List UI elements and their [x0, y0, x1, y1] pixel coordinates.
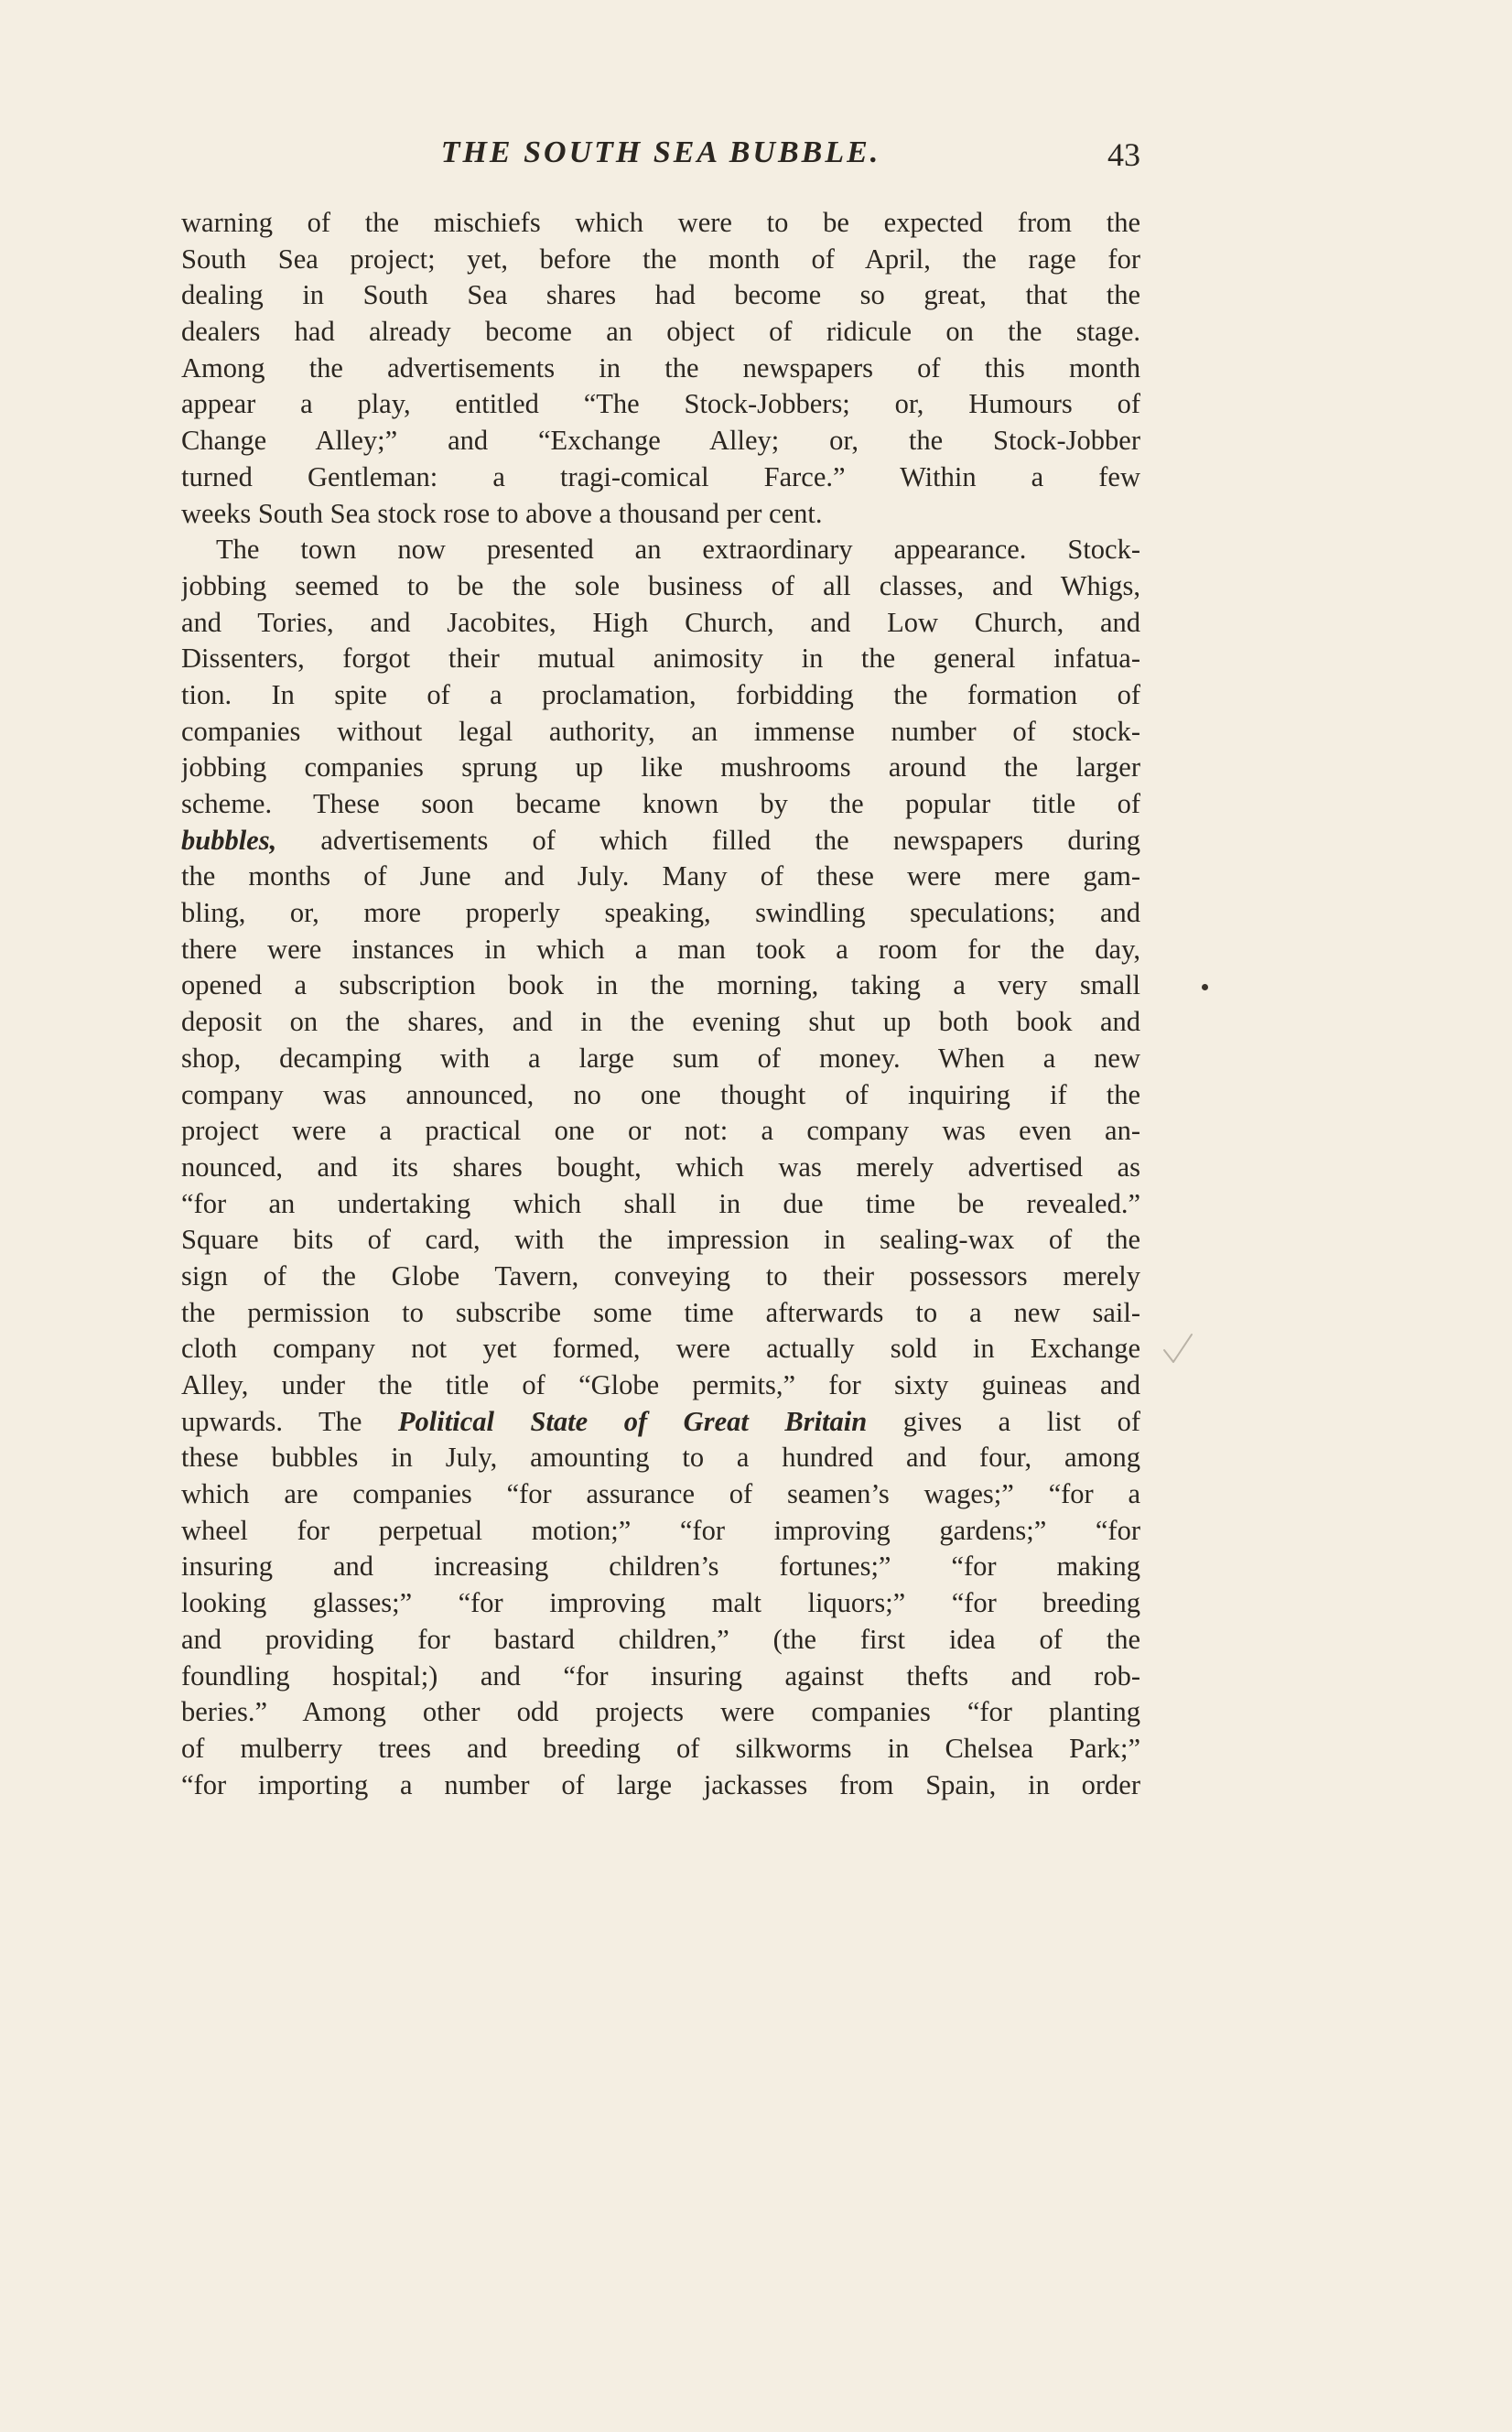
text-line: and Tories, and Jacobites, High Church, and Low Church, and: [181, 606, 1140, 638]
text-line-bubbles: [181, 823, 1140, 859]
text-line: company was announced, no one thought of inquiring if the: [181, 1078, 1140, 1110]
running-head: [181, 135, 1140, 181]
page-number: 43: [1107, 136, 1140, 173]
text-line: scheme. These soon became known by the popular title of: [181, 788, 1140, 819]
text-line: wheel for perpetual motion;” “for improving gardens;” “for: [181, 1514, 1140, 1546]
text-line: Dissenters, forgot their mutual animosity in the general infatua-: [181, 643, 1140, 675]
text-line: Among the advertisements in the newspapers of this month: [181, 351, 1140, 384]
text-line: beries.” Among other odd projects were companies “for planting: [181, 1696, 1140, 1728]
text-line: sign of the Globe Tavern, conveying to their possessors merely: [181, 1259, 1140, 1292]
running-title: THE SOUTH SEA BUBBLE.: [440, 135, 881, 169]
text-line: The town now presented an extraordinary appearance. Stock-: [216, 534, 1140, 566]
pencil-check-mark-icon: [1162, 1332, 1193, 1368]
text-line: dealing in South Sea shares had become so great, that the: [181, 279, 1140, 311]
paragraph-1: [181, 205, 1140, 532]
text-line: jobbing companies sprung up like mushrooms around the larger: [181, 751, 1140, 784]
text-line: weeks South Sea stock rose to above a thousand per cent.: [181, 497, 823, 529]
text-line-political-state: [181, 1404, 1140, 1441]
text-line: insuring and increasing children’s fortunes;” “for making: [181, 1551, 1140, 1583]
text-line: tion. In spite of a proclamation, forbidding the formation of: [181, 678, 1140, 710]
text-line: “for an undertaking which shall in due time be revealed.”: [181, 1187, 1140, 1219]
text-line: dealers had already become an object of ridicule on the stage.: [181, 316, 1140, 348]
text-line: Change Alley;” and “Exchange Alley; or, the Stock-Jobber: [181, 425, 1140, 457]
political-post: gives a list of: [867, 1405, 1140, 1437]
bubbles-italic: bubbles,: [181, 824, 277, 856]
text-line: warning of the mischiefs which were to be expected from the: [181, 207, 1140, 238]
text-line: Alley, under the title of “Globe permits,” for sixty guineas and: [181, 1369, 1140, 1400]
text-line: foundling hospital;) and “for insuring against thefts and rob-: [181, 1659, 1140, 1692]
text-line: these bubbles in July, amounting to a hundred and four, among: [181, 1442, 1140, 1474]
margin-dot-mark: [1202, 984, 1208, 990]
text-line: Square bits of card, with the impression in sealing-wax of the: [181, 1224, 1140, 1256]
text-line: South Sea project; yet, before the month of April, the rage for: [181, 243, 1140, 275]
text-line: the permission to subscribe some time afterwards to a new sail-: [181, 1296, 1140, 1328]
bubbles-rest: advertisements of which filled the newspapers during: [276, 824, 1140, 856]
text-line: “for importing a number of large jackasses from Spain, in order: [181, 1768, 1140, 1800]
text-line: companies without legal authority, an immense number of stock-: [181, 715, 1140, 747]
text-line: and providing for bastard children,” (the first idea of the: [181, 1623, 1140, 1655]
text-line: shop, decamping with a large sum of money. When a new: [181, 1042, 1140, 1074]
text-line: the months of June and July. Many of these were mere gam-: [181, 860, 1140, 892]
text-line: there were instances in which a man took a room for the day,: [181, 933, 1140, 965]
text-line: appear a play, entitled “The Stock-Jobbers; or, Humours of: [181, 388, 1140, 420]
text-line: project were a practical one or not: a company was even an-: [181, 1115, 1140, 1147]
text-line: which are companies “for assurance of seamen’s wages;” “for a: [181, 1478, 1140, 1510]
political-state-title: Political State of Great Britain: [397, 1405, 868, 1437]
text-line: nounced, and its shares bought, which was merely advertised as: [181, 1151, 1140, 1183]
political-pre: upwards. The: [181, 1405, 398, 1437]
text-line: jobbing seemed to be the sole business of all classes, and Whigs,: [181, 569, 1140, 601]
text-line: bling, or, more properly speaking, swindling speculations; and: [181, 897, 1140, 929]
text-line: cloth company not yet formed, were actually sold in Exchange: [181, 1333, 1140, 1365]
paragraph-2: [181, 532, 1140, 1803]
text-line: looking glasses;” “for improving malt liquors;” “for breeding: [181, 1587, 1140, 1619]
text-line: of mulberry trees and breeding of silkworms in Chelsea Park;”: [181, 1732, 1140, 1764]
body-text: [181, 205, 1140, 1803]
text-line: opened a subscription book in the morning, taking a very small: [181, 969, 1140, 1001]
text-line: deposit on the shares, and in the evening shut up both book and: [181, 1006, 1140, 1038]
text-line: turned Gentleman: a tragi-comical Farce.” Within a few: [181, 460, 1140, 492]
